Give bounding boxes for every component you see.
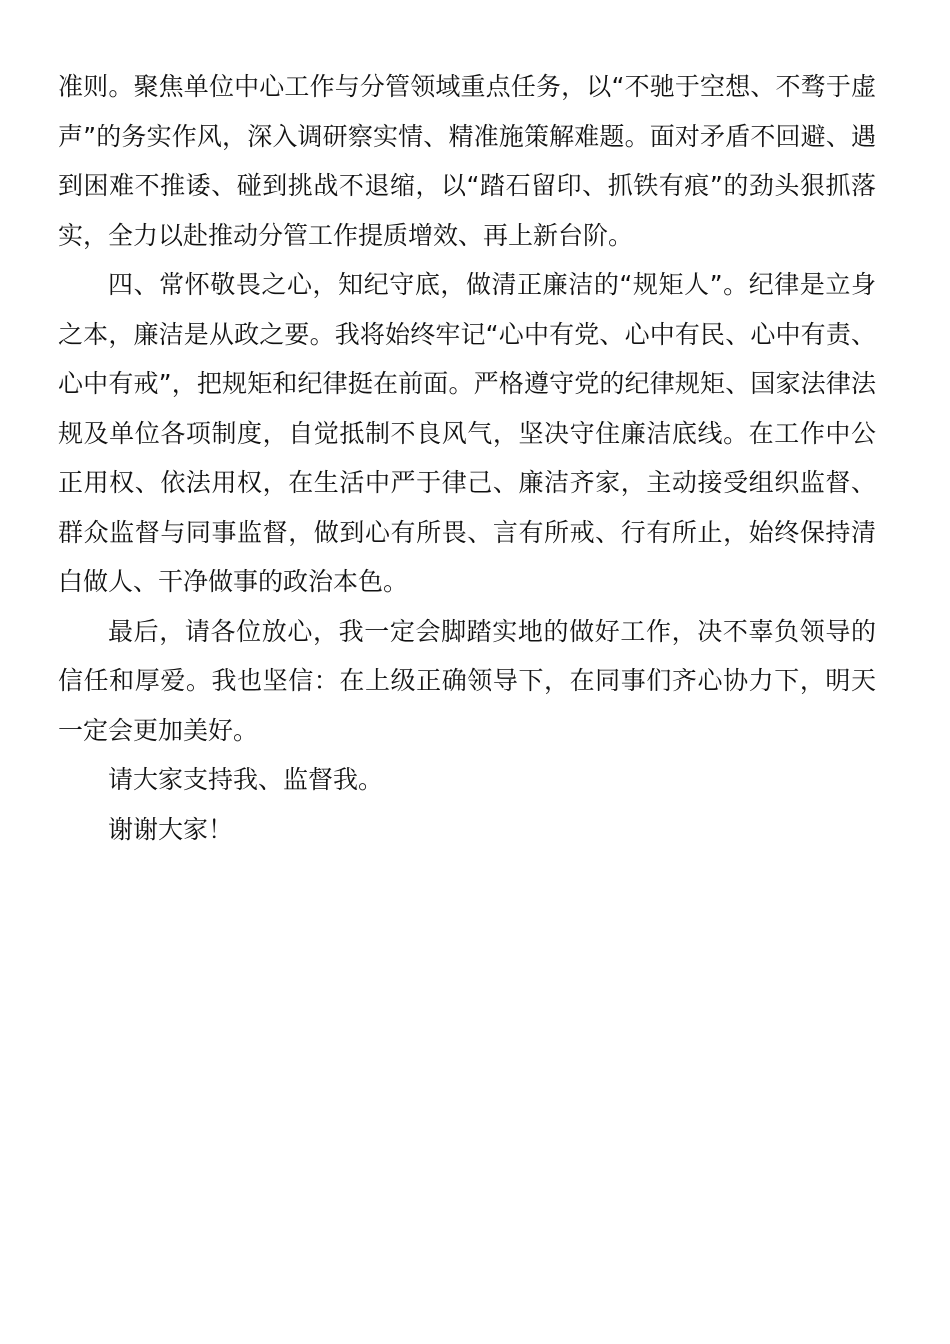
section-heading: 四、常怀敬畏之心，知纪守底，做清正廉洁的“规矩人”。 bbox=[108, 270, 749, 299]
section-body: 纪律是立身之本，廉洁是从政之要。我将始终牢记“心中有党、心中有民、心中有责、心中有戒”，把规矩和纪律挺在前面。严格遵守党的纪律规矩、国家法律法规及单位各项制度，自觉抵制不良风气，坚决守住廉洁底线。在工作中公正用权、依法用权，在生活中严于律己、廉洁齐家，主动接受组织监督、群众监督与同事监督，做到心有所畏、言有所戒、行有所止，始终保持清白做人、干净做事的政治本色。 bbox=[58, 270, 876, 596]
paragraph-thanks: 谢谢大家！ bbox=[108, 814, 234, 844]
paragraph-section-four bbox=[58, 260, 876, 607]
paragraph-request-support: 请大家支持我、监督我。 bbox=[108, 765, 384, 794]
document-page bbox=[58, 62, 876, 854]
paragraph-continuation: 准则。聚焦单位中心工作与分管领域重点任务，以“不驰于空想、不骛于虚声”的务实作风，深入调研察实情、精准施策解难题。面对矛盾不回避、遇到困难不推诿、碰到挑战不退缩，以“踏石留印、抓铁有痕”的劲头狠抓落实，全力以赴推动分管工作提质增效、再上新台阶。 bbox=[58, 72, 876, 250]
paragraph-closing: 最后，请各位放心，我一定会脚踏实地的做好工作，决不辜负领导的信任和厚爱。我也坚信：在上级正确领导下，在同事们齐心协力下，明天一定会更加美好。 bbox=[58, 616, 876, 745]
